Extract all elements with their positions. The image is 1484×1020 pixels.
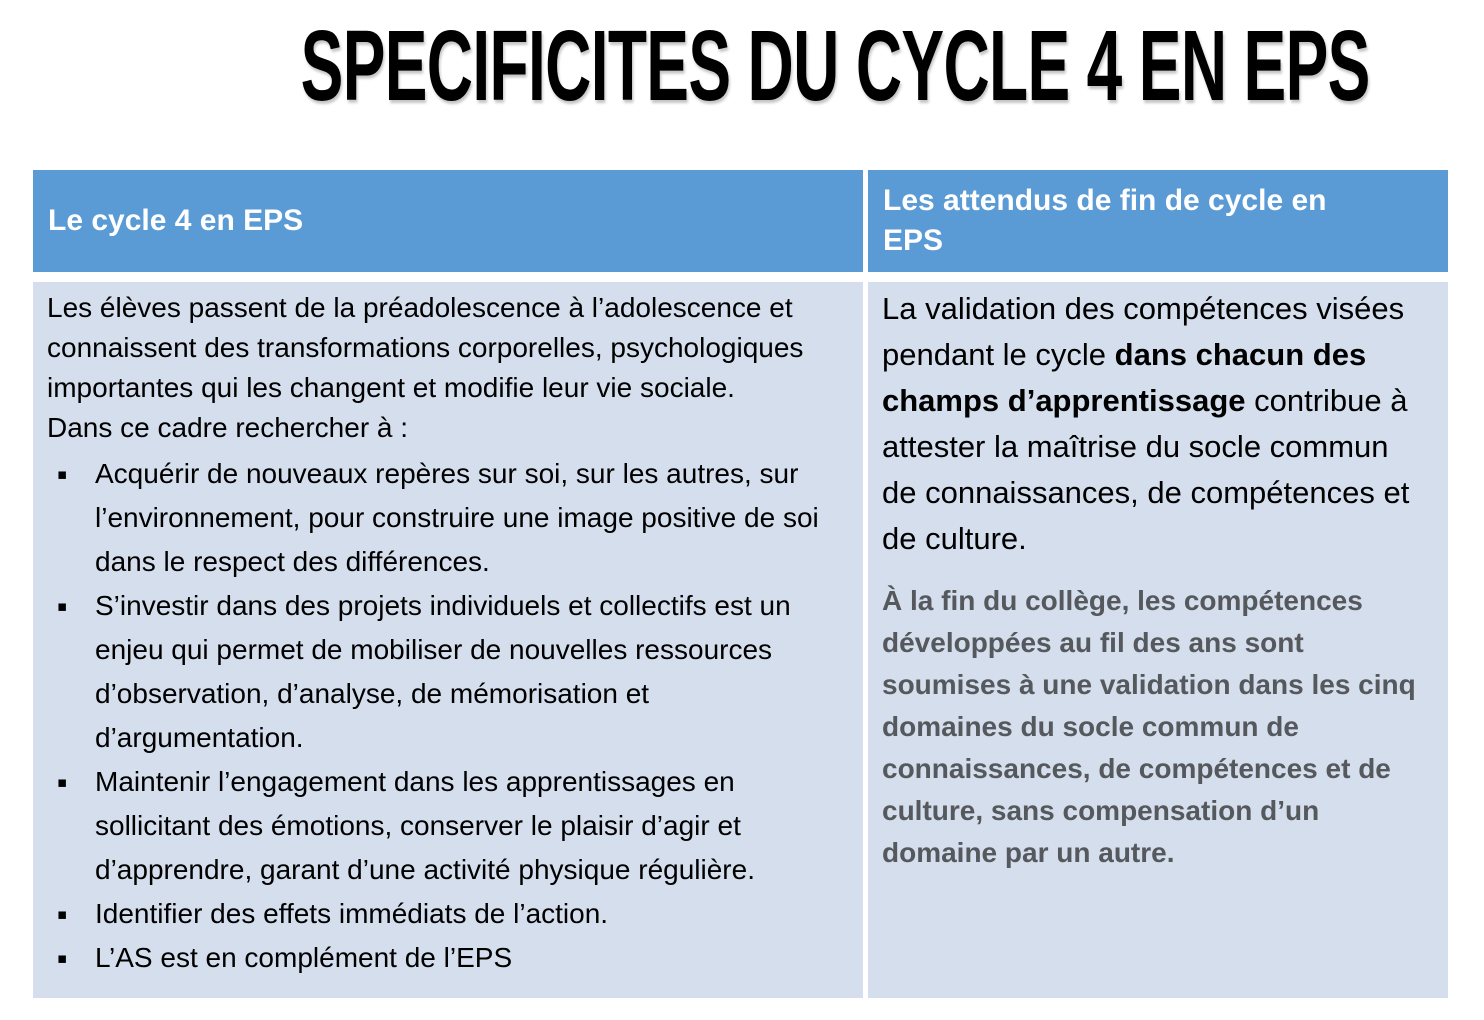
left-bullet-list — [47, 452, 835, 980]
bullet-square-icon: ▪ — [57, 465, 68, 483]
slide-title: SPECIFICITES DU CYCLE 4 EN EPS — [300, 10, 1370, 122]
content-table — [33, 170, 1448, 998]
table-header-left-cell — [33, 170, 863, 272]
bullet-item — [47, 452, 835, 584]
table-body-right-cell — [868, 282, 1448, 998]
table-body-left-cell — [33, 282, 863, 998]
right-main-paragraph-start: La validation des compétences visées pendant le cycle — [882, 291, 1405, 372]
bullet-item-text: Identifier des effets immédiats de l’action. — [95, 898, 609, 929]
bullet-square-icon: ▪ — [57, 773, 68, 791]
bullet-item — [47, 760, 835, 892]
bullet-item-text: Acquérir de nouveaux repères sur soi, sur les autres, sur l’environnement, pour construire une image positive de soi dans le respect des différences. — [95, 458, 819, 577]
table-header-right-cell — [868, 170, 1448, 272]
bullet-item-text: Maintenir l’engagement dans les apprentissages en sollicitant des émotions, conserver le plaisir d’agir et d’apprendre, garant d’une activité physique régulière. — [95, 766, 755, 885]
table-header-right-label: Les attendus de fin de cycle en EPS — [883, 183, 1327, 257]
left-intro-line2: Dans ce cadre rechercher à : — [47, 412, 409, 443]
right-main-paragraph-bold: dans chacun des champs d’apprentissage — [882, 337, 1367, 418]
bullet-item-text: S’investir dans des projets individuels et collectifs est un enjeu qui permet de mobiliser de nouvelles ressources d’observation, d’analyse, de mémorisation et d’argumentation. — [95, 590, 791, 753]
table-header-left-label: Le cycle 4 en EPS — [48, 203, 304, 237]
right-main-paragraph — [882, 286, 1422, 562]
right-main-paragraph-end: contribue à attester la maîtrise du socle commun de connaissances, de compétences et de culture. — [882, 383, 1410, 556]
left-intro-paragraph: Les élèves passent de la préadolescence à l’adolescence et connaissent des transformations corporelles, psychologiques importantes qui les changent et modifie leur vie sociale. — [47, 292, 804, 403]
bullet-item — [47, 936, 835, 980]
right-secondary-paragraph: À la fin du collège, les compétences développées au fil des ans sont soumises à une validation dans les cinq domaines du socle commun de connaissances, de compétences et de culture, sans compensation d’un domaine par un autre. — [882, 585, 1416, 868]
bullet-square-icon: ▪ — [57, 949, 68, 967]
bullet-item — [47, 892, 835, 936]
bullet-square-icon: ▪ — [57, 597, 68, 615]
slide-title-area — [0, 10, 1484, 122]
bullet-item — [47, 584, 835, 760]
bullet-item-text: L’AS est en complément de l’EPS — [95, 942, 513, 973]
bullet-square-icon: ▪ — [57, 905, 68, 923]
